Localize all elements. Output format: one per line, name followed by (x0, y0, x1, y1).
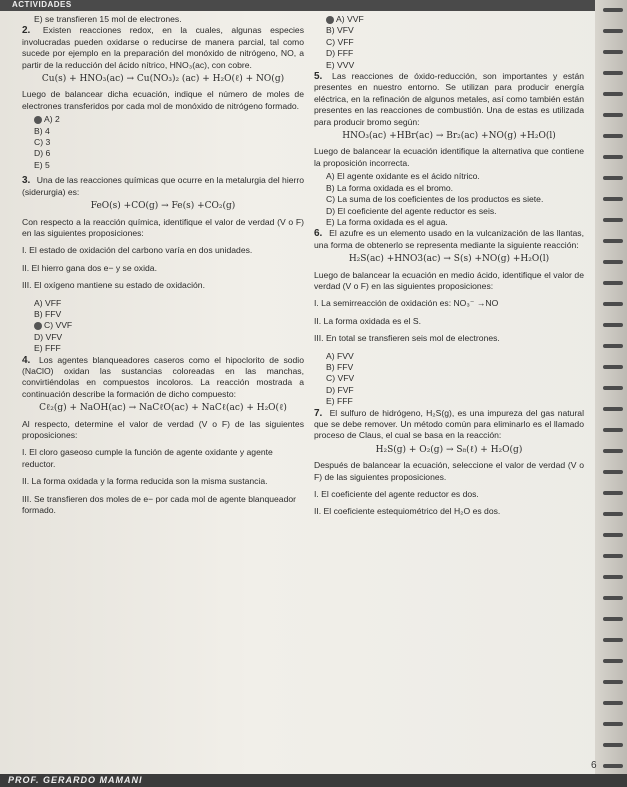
question-text-2: Al respecto, determine el valor de verdad (V o F) de las siguientes proposiciones: (22, 418, 304, 440)
question-number: 3. (22, 175, 31, 187)
question-number: 6. (314, 228, 323, 240)
binding-ring (603, 533, 623, 537)
question-text-2: Con respecto a la reacción química, identifique el valor de verdad (V o F) en las siguientes proposiciones: (22, 216, 304, 238)
question-number: 7. (314, 407, 323, 419)
option[interactable]: B) 4 (34, 125, 50, 136)
binding-ring (603, 344, 623, 348)
equation: H₂S(ac) +HNO3(ac) → S(s) +NO(g) +H₂O(l) (348, 254, 550, 265)
binding-ring (603, 239, 623, 243)
equation: Cu(s) + HNO₃(ac) → Cu(NO₃)₂ (ac) + H₂O(ℓ) + NO(g) (41, 74, 285, 85)
question-text: Las reacciones de óxido-reducción, son importantes y están presentes en nuestro entorno. Se utilizan para producir energía eléctrica, en la refinación de algunos metales, así como también están presentes en las reacciones de combustión. Una de estas es utilizada para producir bromo según: (314, 71, 584, 127)
left-column (22, 14, 304, 522)
option[interactable]: E) FFF (326, 396, 353, 407)
binding-ring (603, 596, 623, 600)
header-bar (0, 0, 627, 11)
binding-ring (603, 722, 623, 726)
option[interactable]: A) El agente oxidante es el ácido nítrico. (326, 171, 480, 182)
binding-ring (603, 8, 623, 12)
footer-label: PROF. GERARDO MAMANI (8, 775, 143, 785)
binding-ring (603, 491, 623, 495)
binding-ring (603, 281, 623, 285)
option[interactable]: C) VFV (326, 373, 355, 384)
marked-answer-icon (34, 116, 42, 124)
option[interactable]: A) 2 (34, 114, 304, 125)
binding-ring (603, 428, 623, 432)
question-text-2: Luego de balancear dicha ecuación, indique el número de moles de electrones transferidos por cada mol de monóxido de nitrógeno formado. (22, 89, 304, 111)
option[interactable]: C) VVF (34, 320, 304, 331)
binding-ring (603, 302, 623, 306)
question-text-2: Luego de balancear la ecuación en medio ácido, identifique el valor de verdad (V o F) en las siguientes proposiciones: (314, 269, 584, 291)
binding-ring (603, 764, 623, 768)
equation: FeO(s) +CO(g) → Fe(s) +CO₂(g) (90, 201, 236, 212)
binding-ring (603, 323, 623, 327)
spiral-binding (595, 0, 627, 774)
option[interactable]: E) VVV (326, 59, 355, 70)
option[interactable]: D) El coeficiente del agente reductor es seis. (326, 205, 497, 216)
binding-ring (603, 512, 623, 516)
option[interactable]: A) FVV (326, 350, 354, 361)
option[interactable]: D) VFV (34, 331, 63, 342)
binding-ring (603, 638, 623, 642)
binding-ring (603, 680, 623, 684)
equation: H₂S(g) + O₂(g) → S₈(ℓ) + H₂O(g) (375, 444, 523, 455)
question-3 (22, 175, 304, 198)
question-text: Una de las reacciones químicas que ocurre en la metalurgia del hierro (siderurgia) es: (22, 175, 305, 197)
binding-ring (603, 134, 623, 138)
binding-ring (603, 554, 623, 558)
proposition: III. Se transfieren dos moles de e− por cada mol de agente blanqueador formado. (22, 493, 296, 516)
option[interactable]: D) FVF (326, 384, 354, 395)
footer-bar (0, 774, 627, 787)
proposition: I. El coeficiente del agente reductor es dos. (314, 489, 479, 500)
binding-ring (603, 659, 623, 663)
question-text-2: Luego de balancear la ecuación identifique la alternativa que contiene la proposición incorrecta. (314, 146, 584, 168)
options-list (314, 171, 584, 228)
marked-answer-icon (326, 16, 334, 24)
binding-ring (603, 29, 623, 33)
binding-ring (603, 449, 623, 453)
binding-ring (603, 365, 623, 369)
binding-ring (603, 50, 623, 54)
question-4 (22, 355, 304, 401)
options-list (22, 298, 304, 355)
binding-ring (603, 743, 623, 747)
options-list (22, 114, 304, 171)
binding-ring (603, 92, 623, 96)
question-text: Existen reacciones redox, en la cuales, algunas especies involucradas pueden oxidarse o reducirse de manera parcial, tal como sucede por ejemplo en la preparación del monóxido de nitrógeno, NO, a partir de la reducción del ácido nítrico, HNO₃(ac), con cobre. (22, 25, 305, 70)
propositions (22, 447, 304, 516)
question-2 (22, 25, 304, 71)
option[interactable]: A) VFF (34, 297, 62, 308)
binding-ring (603, 386, 623, 390)
binding-ring (603, 617, 623, 621)
proposition: III. En total se transfieren seis mol de electrones. (314, 333, 500, 344)
binding-ring (603, 218, 623, 222)
right-column (314, 14, 584, 524)
option[interactable]: C) 3 (34, 137, 51, 148)
page-number: 6 (591, 760, 597, 771)
question-number: 5. (314, 71, 323, 83)
binding-ring (603, 470, 623, 474)
q1-last-option: E) se transfieren 15 mol de electrones. (34, 14, 182, 24)
binding-ring (603, 575, 623, 579)
options-list (314, 351, 584, 408)
proposition: I. La semirreacción de oxidación es: NO₃⁻ →NO (314, 298, 499, 309)
header-label: ACTIVIDADES (12, 0, 72, 9)
binding-ring (603, 701, 623, 705)
option[interactable]: E) FFF (34, 343, 61, 354)
proposition: II. El hierro gana dos e− y se oxida. (22, 262, 157, 273)
option[interactable]: D) FFF (326, 48, 354, 59)
question-text-2: Después de balancear la ecuación, seleccione el valor de verdad (V o F) de las siguientes proposiciones. (314, 460, 584, 482)
propositions (22, 245, 304, 291)
option[interactable]: A) VVF (326, 14, 584, 25)
option[interactable]: B) FFV (326, 361, 354, 372)
options-list (314, 14, 584, 71)
question-7 (314, 408, 584, 442)
proposition: II. La forma oxidada y la forma reducida son la misma sustancia. (22, 476, 268, 487)
proposition: I. El cloro gaseoso cumple la función de agente oxidante y agente reductor. (22, 447, 273, 469)
option[interactable]: C) VFF (326, 36, 354, 47)
marked-answer-icon (34, 322, 42, 330)
proposition: I. El estado de oxidación del carbono varía en dos unidades. (22, 245, 253, 256)
option[interactable]: E) La forma oxidada es el agua. (326, 216, 448, 227)
binding-ring (603, 176, 623, 180)
binding-ring (603, 260, 623, 264)
binding-ring (603, 113, 623, 117)
propositions (314, 298, 584, 344)
binding-ring (603, 155, 623, 159)
question-number: 2. (22, 25, 31, 37)
binding-ring (603, 71, 623, 75)
question-text: Los agentes blanqueadores caseros como el hipoclorito de sodio (NaClO) oxidan las sustancias coloreadas en las manchas, convirtiéndolas en compuestos incoloros. La reacción mostrada a continuación describe la formación de dicho compuesto: (22, 354, 304, 399)
question-number: 4. (22, 354, 31, 366)
proposition: III. El oxígeno mantiene su estado de oxidación. (22, 280, 205, 291)
propositions (314, 489, 584, 518)
option[interactable]: B) La forma oxidada es el bromo. (326, 182, 454, 193)
proposition: II. La forma oxidada es el S. (314, 315, 422, 326)
option[interactable]: D) 6 (34, 148, 51, 159)
question-5 (314, 71, 584, 128)
option[interactable]: C) La suma de los coeficientes de los productos es siete. (326, 194, 544, 205)
binding-ring (603, 197, 623, 201)
equation: Cℓ₂(g) + NaOH(ac) → NaCℓO(ac) + NaCℓ(ac) + H₂O(ℓ) (39, 403, 287, 414)
option[interactable]: B) FFV (34, 308, 62, 319)
option[interactable]: E) 5 (34, 159, 50, 170)
option[interactable]: B) VFV (326, 25, 354, 36)
binding-ring (603, 407, 623, 411)
proposition: II. El coeficiente estequiométrico del H₂O es dos. (314, 506, 501, 517)
question-text: El azufre es un elemento usado en la vulcanización de las llantas, una forma de obtenerlo se representa mediante la siguiente reacción: (314, 228, 584, 250)
equation: HNO₃(ac) +HBr(ac) → Br₂(ac) +NO(g) +H₂O(l) (342, 131, 556, 142)
question-6 (314, 228, 584, 251)
question-text: El sulfuro de hidrógeno, H₂S(g), es una impureza del gas natural que se debe remover. Un método común para eliminarlo es el llamado proceso de Claus, el cual se basa en la reacción: (314, 407, 584, 441)
